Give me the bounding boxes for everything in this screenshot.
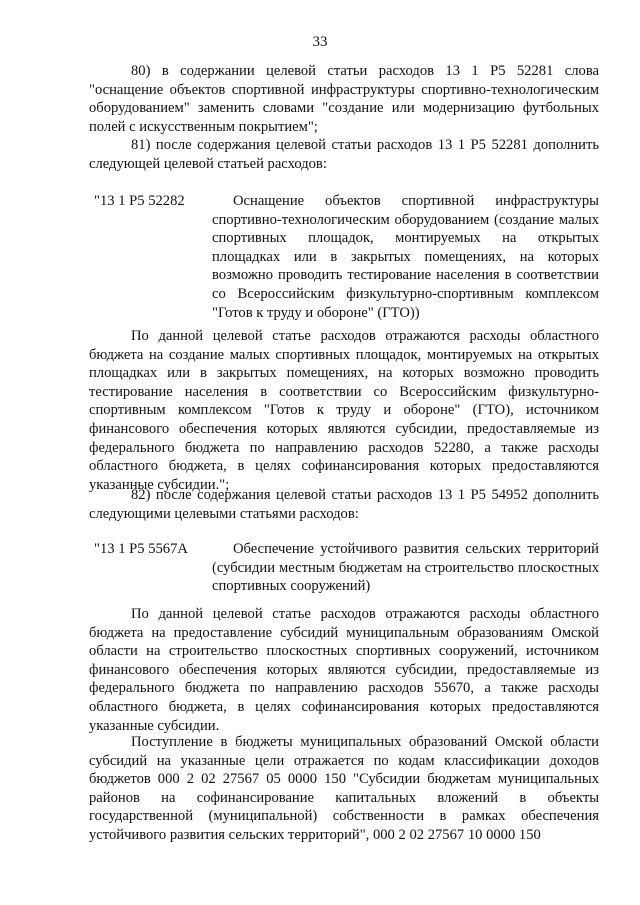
- article-description: Оснащение объектов спортивной инфраструктуры спортивно-технологическим оборудованием (создание малых спортивных площадок, монтируемых на открытых площадках или в закрытых помещениях, на которых возможно проводить тестирование населения в соответствии со Всероссийским физкультурно-спортивным комплексом "Готов к труду и обороне" (ГТО)): [212, 193, 599, 321]
- article-5567a-note: По данной целевой статье расходов отражаются расходы областного бюджета на предоставление субсидий муниципальным образованиям Омской области на строительство плоскостных спортивных сооружений, источником финансового обеспечения которых являются субсидии, предоставляемые из федерального бюджета по направлению расходов 55670, а также расходы областного бюджета, в целях софинансирования которых предоставляются указанные субсидии.: [89, 606, 599, 734]
- item-80: 80) в содержании целевой статьи расходов 13 1 Р5 52281 слова "оснащение объектов спортивной инфраструктуры спортивно-технологическим оборудованием" заменить словами "создание или модернизацию футбольных полей с искусственным покрытием";: [89, 63, 599, 135]
- page-number: 33: [312, 34, 328, 50]
- item-81: 81) после содержания целевой статьи расходов 13 1 Р5 52281 дополнить следующей целевой статьей расходов:: [89, 137, 599, 172]
- article-code: "13 1 Р5 52282: [94, 193, 185, 209]
- article-52282-note: По данной целевой статье расходов отражаются расходы областного бюджета на создание малых спортивных площадок, монтируемых на открытых площадках или в закрытых помещениях, на которых возможно проводить тестирование населения в соответствии со Всероссийским физкультурно-спортивным комплексом "Готов к труду и обороне" (ГТО), источником финансового обеспечения которых являются субсидии, предоставляемые из федерального бюджета по направлению расходов 52280, а также расходы областного бюджета, в целях софинансирования которых предоставляются указанные субсидии.";: [89, 328, 599, 493]
- article-code: "13 1 Р5 5567А: [94, 541, 188, 557]
- item-82: 82) после содержания целевой статьи расходов 13 1 Р5 54952 дополнить следующими целевыми статьями расходов:: [89, 487, 599, 522]
- revenue-note: Поступление в бюджеты муниципальных образований Омской области субсидий на указанные цели отражается по кодам классификации доходов бюджетов 000 2 02 27567 05 0000 150 "Субсидии бюджетам муниципальных районов на софинансирование капитальных вложений в объекты государственной (муниципальной) собственности в рамках обеспечения устойчивого развития сельских территорий", 000 2 02 27567 10 0000 150: [89, 734, 599, 843]
- article-description: Обеспечение устойчивого развития сельских территорий (субсидии местным бюджетам на строительство плоскостных спортивных сооружений): [212, 541, 599, 595]
